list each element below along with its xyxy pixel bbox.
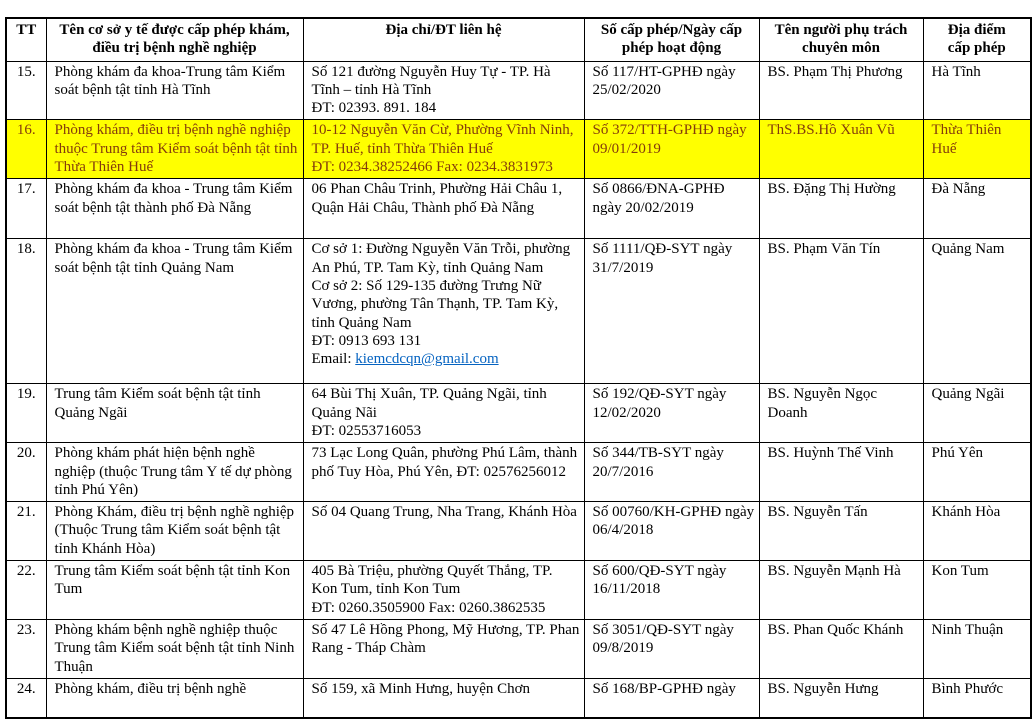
facility-name-cell: Phòng khám đa khoa-Trung tâm Kiểm soát bệnh tật tỉnh Hà Tĩnh: [46, 61, 303, 120]
address-cell: [303, 443, 584, 502]
address-line: Số 47 Lê Hồng Phong, Mỹ Hương, TP. Phan Rang - Tháp Chàm: [311, 621, 580, 657]
address-line: ĐT: 02553716053: [311, 422, 422, 439]
table-row: [6, 61, 1031, 120]
license-number-cell: Số 0866/ĐNA-GPHĐ ngày 20/02/2019: [584, 179, 759, 239]
row-number-cell: 24.: [6, 678, 46, 718]
address-cell: [303, 502, 584, 561]
license-location-cell: Hà Tĩnh: [923, 61, 1031, 120]
person-in-charge-cell: BS. Phạm Thị Phương: [759, 61, 923, 120]
person-in-charge-cell: BS. Nguyễn Tấn: [759, 502, 923, 561]
person-in-charge-cell: BS. Nguyễn Ngọc Doanh: [759, 384, 923, 443]
facility-name-cell: Phòng khám phát hiện bệnh nghề nghiệp (thuộc Trung tâm Y tế dự phòng tỉnh Phú Yên): [46, 443, 303, 502]
table-row: [6, 443, 1031, 502]
person-in-charge-cell: BS. Nguyễn Hưng: [759, 678, 923, 718]
table-header: [6, 18, 1031, 61]
license-number-cell: Số 1111/QĐ-SYT ngày 31/7/2019: [584, 239, 759, 384]
license-number-cell: Số 117/HT-GPHĐ ngày 25/02/2020: [584, 61, 759, 120]
address-cell: [303, 61, 584, 120]
license-location-cell: Thừa Thiên Huế: [923, 120, 1031, 179]
license-number-cell: Số 600/QĐ-SYT ngày 16/11/2018: [584, 561, 759, 620]
facility-name-cell: Trung tâm Kiểm soát bệnh tật tỉnh Kon Tum: [46, 561, 303, 620]
header-facility-name: Tên cơ sở y tế được cấp phép khám, điều trị bệnh nghề nghiệp: [46, 18, 303, 61]
address-line: ĐT: 0913 693 131: [311, 332, 422, 349]
email-link[interactable]: kiemcdcqn@gmail.com: [355, 351, 499, 368]
person-in-charge-cell: BS. Huỳnh Thế Vinh: [759, 443, 923, 502]
table-row: [6, 239, 1031, 384]
address-line: Số 121 đường Nguyễn Huy Tự - TP. Hà Tĩnh – tỉnh Hà Tĩnh: [311, 63, 551, 98]
license-number-cell: Số 372/TTH-GPHĐ ngày 09/01/2019: [584, 120, 759, 179]
row-number-cell: 19.: [6, 384, 46, 443]
header-address: Địa chỉ/ĐT liên hệ: [303, 18, 584, 61]
address-line: Cơ sở 2: Số 129-135 đường Trưng Nữ Vương, phường Tân Thạnh, TP. Tam Kỳ, tỉnh Quảng Nam: [311, 277, 559, 331]
facility-name-cell: Trung tâm Kiểm soát bệnh tật tỉnh Quảng Ngãi: [46, 384, 303, 443]
address-line: 73 Lạc Long Quân, phường Phú Lâm, thành phố Tuy Hòa, Phú Yên, ĐT: 02576256012: [311, 445, 578, 480]
license-location-cell: Phú Yên: [923, 443, 1031, 502]
address-cell: [303, 384, 584, 443]
address-cell: [303, 239, 584, 384]
address-line: Cơ sở 1: Đường Nguyễn Văn Trỗi, phường An Phú, TP. Tam Kỳ, tỉnh Quảng Nam: [311, 241, 571, 276]
license-location-cell: Khánh Hòa: [923, 502, 1031, 561]
facility-name-cell: Phòng khám bệnh nghề nghiệp thuộc Trung tâm Kiểm soát bệnh tật tỉnh Ninh Thuận: [46, 619, 303, 678]
license-location-cell: Ninh Thuận: [923, 619, 1031, 678]
facility-name-cell: Phòng khám đa khoa - Trung tâm Kiểm soát bệnh tật thành phố Đà Nẵng: [46, 179, 303, 239]
person-in-charge-cell: ThS.BS.Hồ Xuân Vũ: [759, 120, 923, 179]
table-row: [6, 120, 1031, 179]
license-location-cell: Kon Tum: [923, 561, 1031, 620]
licensed-facilities-table: [5, 17, 1032, 719]
table-row: [6, 561, 1031, 620]
facility-name-cell: Phòng Khám, điều trị bệnh nghề nghiệp (Thuộc Trung tâm Kiểm soát bệnh tật tỉnh Khánh Hòa): [46, 502, 303, 561]
address-line: 64 Bùi Thị Xuân, TP. Quảng Ngãi, tỉnh Quảng Nãi: [311, 386, 547, 421]
address-line: ĐT: 0234.38252466 Fax: 0234.3831973: [311, 159, 553, 176]
license-location-cell: Bình Phước: [923, 678, 1031, 718]
address-line: ĐT: 02393. 891. 184: [311, 100, 437, 117]
table-body: [6, 61, 1031, 718]
license-number-cell: Số 344/TB-SYT ngày 20/7/2016: [584, 443, 759, 502]
header-license: Số cấp phép/Ngày cấp phép hoạt động: [584, 18, 759, 61]
table-row: [6, 678, 1031, 718]
license-location-cell: Đà Nẵng: [923, 179, 1031, 239]
address-line: 10-12 Nguyễn Văn Cừ, Phường Vĩnh Ninh, TP. Huế, tỉnh Thừa Thiên Huế: [311, 122, 574, 157]
header-tt: TT: [6, 18, 46, 61]
address-cell: [303, 678, 584, 718]
address-line: 06 Phan Châu Trinh, Phường Hải Châu 1, Quận Hải Châu, Thành phố Đà Nẵng: [311, 181, 563, 216]
header-person-in-charge: Tên người phụ trách chuyên môn: [759, 18, 923, 61]
table-row: [6, 179, 1031, 239]
person-in-charge-cell: BS. Đặng Thị Hường: [759, 179, 923, 239]
address-line: [312, 350, 580, 368]
table-row: [6, 619, 1031, 678]
row-number-cell: 18.: [6, 239, 46, 384]
row-number-cell: 20.: [6, 443, 46, 502]
row-number-cell: 15.: [6, 61, 46, 120]
address-cell: [303, 619, 584, 678]
address-cell: [303, 120, 584, 179]
address-line: Số 159, xã Minh Hưng, huyện Chơn: [311, 680, 531, 697]
facility-name-cell: Phòng khám, điều trị bệnh nghề: [46, 678, 303, 718]
person-in-charge-cell: BS. Phạm Văn Tín: [759, 239, 923, 384]
table-row: [6, 384, 1031, 443]
address-line: ĐT: 0260.3505900 Fax: 0260.3862535: [311, 599, 546, 616]
facility-name-cell: Phòng khám đa khoa - Trung tâm Kiểm soát bệnh tật tỉnh Quảng Nam: [46, 239, 303, 384]
license-number-cell: Số 192/QĐ-SYT ngày 12/02/2020: [584, 384, 759, 443]
person-in-charge-cell: BS. Phan Quốc Khánh: [759, 619, 923, 678]
table-row: [6, 502, 1031, 561]
address-line: 405 Bà Triệu, phường Quyết Thắng, TP. Kon Tum, tỉnh Kon Tum: [311, 563, 553, 598]
header-row: [6, 18, 1031, 61]
row-number-cell: 16.: [6, 120, 46, 179]
license-number-cell: Số 3051/QĐ-SYT ngày 09/8/2019: [584, 619, 759, 678]
license-number-cell: Số 00760/KH-GPHĐ ngày 06/4/2018: [584, 502, 759, 561]
row-number-cell: 21.: [6, 502, 46, 561]
address-cell: [303, 561, 584, 620]
facility-name-cell: Phòng khám, điều trị bệnh nghề nghiệp thuộc Trung tâm Kiểm soát bệnh tật tỉnh Thừa Thiên Huế: [46, 120, 303, 179]
license-location-cell: Quảng Ngãi: [923, 384, 1031, 443]
address-line: Số 04 Quang Trung, Nha Trang, Khánh Hòa: [311, 504, 577, 521]
license-location-cell: Quảng Nam: [923, 239, 1031, 384]
row-number-cell: 22.: [6, 561, 46, 620]
row-number-cell: 23.: [6, 619, 46, 678]
header-license-location: Địa điểm cấp phép: [923, 18, 1031, 61]
person-in-charge-cell: BS. Nguyễn Mạnh Hà: [759, 561, 923, 620]
row-number-cell: 17.: [6, 179, 46, 239]
license-number-cell: Số 168/BP-GPHĐ ngày: [584, 678, 759, 718]
email-label: Email:: [311, 351, 356, 368]
address-cell: [303, 179, 584, 239]
